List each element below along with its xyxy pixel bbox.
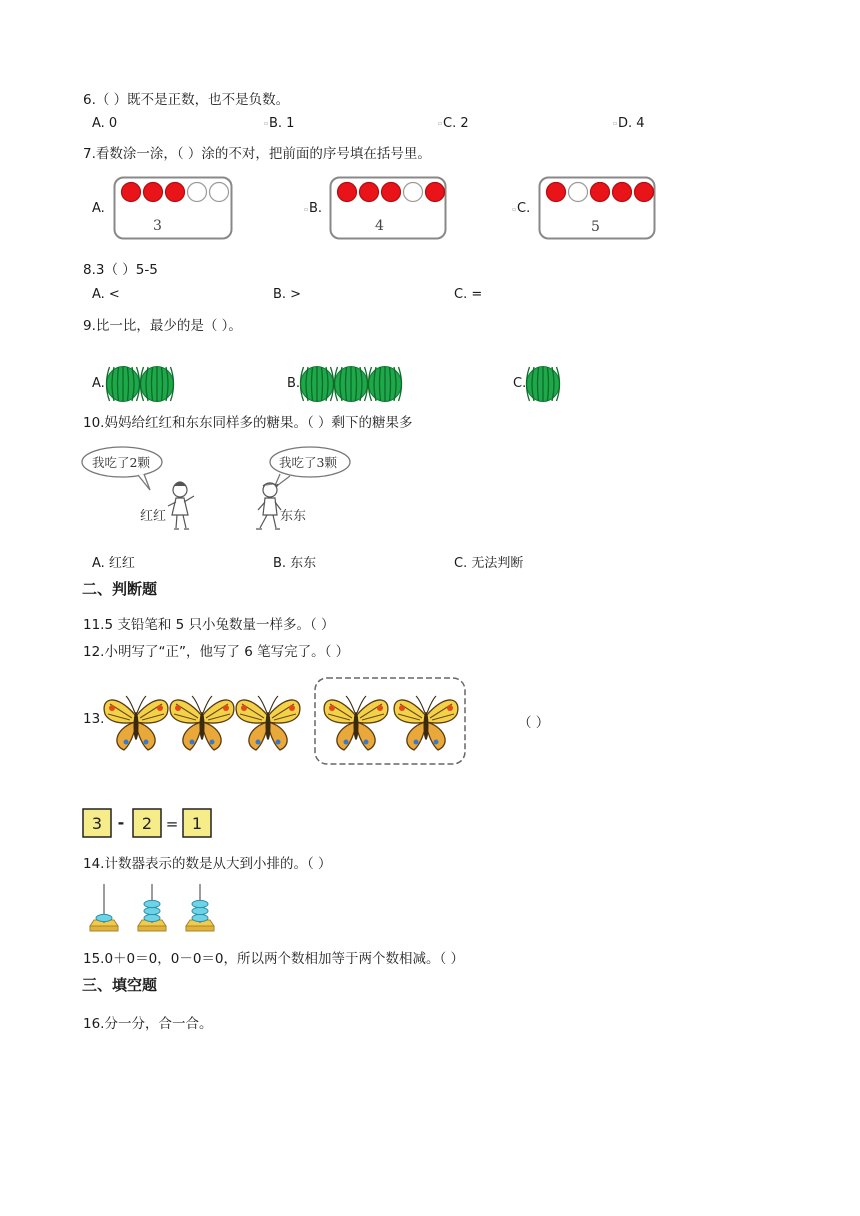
equation-term-1: 3 [91,814,103,833]
abacus-bead [96,914,112,921]
q6-option-c[interactable]: C. 2 [443,116,469,131]
q7-option-c-number: 5 [591,219,600,235]
q10-illustration [80,440,380,540]
filled-dot [122,183,141,202]
q9-option-a-watermelons[interactable] [106,364,176,402]
q9-option-a-label[interactable]: A. [92,376,105,391]
butterfly-icon [236,696,300,750]
q16-stem: 16.分一分，合一合。 [83,1016,213,1032]
q13-equation [82,808,214,840]
empty-dot [569,183,588,202]
q8-option-c[interactable]: C. = [454,287,483,302]
q7-stem: 7.看数涂一涂，（ ）涂的不对，把前面的序号填在括号里。 [83,146,431,162]
abacus-counter-icon [90,884,118,931]
q9-option-c-watermelons[interactable] [526,364,562,402]
abacus-bead [144,900,160,907]
filled-dot [547,183,566,202]
section-heading-judgement: 二、判断题 [82,580,158,598]
empty-dot [210,183,229,202]
equation-op-equals: = [165,815,179,833]
q8-option-a[interactable]: A. < [92,287,120,302]
filled-dot [426,183,445,202]
q13-answer-paren[interactable]: （ ） [518,715,550,731]
abacus-bead [192,900,208,907]
butterfly-icon [394,696,458,750]
bullet-mark: ▫ [304,206,309,213]
bullet-mark: ▫ [438,120,443,127]
q9-option-b-watermelons[interactable] [300,364,404,402]
q6-stem: 6.（ ）既不是正数，也不是负数。 [83,92,290,108]
q10-option-c[interactable]: C. 无法判断 [454,556,524,571]
filled-dot [591,183,610,202]
q11-stem: 11.5 支铅笔和 5 只小兔数量一样多。（ ） [83,617,335,633]
boy-figure [256,483,281,529]
bubble-text-2: 我吃了3颗 [279,455,337,470]
q13-butterflies [100,676,470,768]
abacus-bead [144,907,160,914]
q10-option-a[interactable]: A. 红红 [92,556,135,571]
filled-dot [613,183,632,202]
q14-stem: 14.计数器表示的数是从大到小排的。（ ） [83,856,332,872]
q7-option-a-figure[interactable] [113,176,233,240]
abacus-counter-icon [186,884,214,931]
watermelon-icon [369,367,402,402]
q7-option-b-number: 4 [375,218,384,234]
filled-dot [635,183,654,202]
q13-label: 13. [83,711,105,727]
name-label-2: 东东 [280,509,307,524]
q12-stem: 12.小明写了“正”，他写了 6 笔写完了。（ ） [83,644,350,660]
watermelon-icon [335,367,368,402]
abacus-bead [192,907,208,914]
empty-dot [188,183,207,202]
q7-option-b-figure[interactable] [329,176,447,240]
q7-option-b-label[interactable]: B. [309,201,323,216]
watermelon-icon [141,367,174,402]
watermelon-icon [107,367,140,402]
filled-dot [338,183,357,202]
watermelon-icon [301,367,334,402]
filled-dot [382,183,401,202]
q8-stem: 8.3（ ）5-5 [83,262,158,278]
q9-option-c-label[interactable]: C. [513,376,527,391]
equation-op-minus: - [117,813,125,832]
butterfly-icon [170,696,234,750]
name-label-1: 红红 [140,509,167,524]
q15-stem: 15.0＋0＝0，0－0＝0，所以两个数相加等于两个数相减。（ ） [83,951,465,967]
q9-stem: 9.比一比，最少的是（ ）。 [83,318,242,334]
q7-option-a-number: 3 [153,218,162,234]
q6-option-d[interactable]: D. 4 [618,116,645,131]
q6-option-b[interactable]: B. 1 [269,116,295,131]
q8-option-b[interactable]: B. > [273,287,302,302]
q14-abacus-set [82,880,222,936]
q7-option-c-label[interactable]: C. [517,201,531,216]
q6-option-a[interactable]: A. 0 [92,116,118,131]
section-heading-fill-blank: 三、填空题 [82,976,158,994]
bubble-text-1: 我吃了2颗 [92,455,150,470]
q10-option-b[interactable]: B. 东东 [273,556,317,571]
equation-term-2: 2 [141,814,153,833]
abacus-bead [192,914,208,921]
filled-dot [360,183,379,202]
abacus-counter-icon [138,884,166,931]
q9-option-b-label[interactable]: B. [287,376,301,391]
equation-result: 1 [191,814,203,833]
empty-dot [404,183,423,202]
girl-figure [168,482,194,529]
butterfly-icon [104,696,168,750]
q7-option-a-label[interactable]: A. [92,201,105,216]
bullet-mark: ▫ [264,120,269,127]
q7-option-c-figure[interactable] [538,176,656,240]
bubble-tail [138,474,150,490]
filled-dot [166,183,185,202]
bullet-mark: ▫ [512,206,517,213]
filled-dot [144,183,163,202]
butterfly-icon [324,696,388,750]
q10-stem: 10.妈妈给红红和东东同样多的糖果。（ ）剩下的糖果多 [83,415,413,431]
bullet-mark: ▫ [613,120,618,127]
abacus-bead [144,914,160,921]
watermelon-icon [527,367,560,402]
